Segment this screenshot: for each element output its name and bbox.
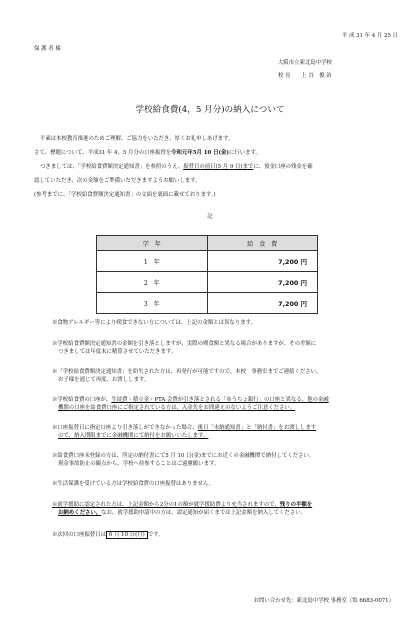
- note-next-withdrawal: ※次回の口座振替日は 6 月 10 日(月) です。: [52, 532, 164, 538]
- note-unregistered: ※給食費口座未登録の方は、所定の納付書にて5 月 10 日(金)までにお近くの金融機関で納付してください。 現金事故防止の観点から、学校へ持参することはご遠慮願います。: [52, 453, 315, 467]
- principal-name: 校 長 上 谷 俊 治: [278, 73, 332, 79]
- deadline-text: 振替日の前日(5 月 9 日)まで: [183, 164, 254, 170]
- grade-cell: 2 年: [97, 272, 208, 293]
- paragraph-greeting: 平素は本校教育推進のためご理解、ご協力をいただき、厚くお礼申しあげます。: [40, 136, 234, 142]
- note-allergy: ※食物アレルギー等により喫食できない方については、上記の金額とは異なります。: [52, 320, 256, 326]
- note-school-aid: ※就学援助に認定された方は、上記金額から2分の1の額が就学援助費より充当されますので、残りの半額を お納めください。なお、就学援助申請中の方は、認定通知が届くまでは上記金額を納入してください。: [52, 502, 313, 516]
- withdrawal-date: 令和元年5月 10 日(金): [171, 150, 229, 156]
- note-failed-withdrawal: ※口座振替日に指定口座より引き落しができなかった場合、後日「未納通知書」と「納付書」をお渡しします ので、納入期限までに金融機関にて納付をお願いいたします。: [52, 425, 317, 439]
- contact-footer: お問い合わせ先：新北島中学校 事務室（℡ 6683-0071）: [253, 598, 394, 604]
- note-account: ※学校給食費の口座が、生徒費・積立金・PTA 会費が引き落とされる「ゆうちょ銀行」の口座と異なる、他の金融 機関の口座を給食費口座にご指定されている方は、入金先をお間違えのないようご注意ください。: [52, 397, 329, 411]
- table-row: [97, 251, 318, 272]
- grade-cell: 1 年: [97, 251, 208, 272]
- table-header-row: [97, 236, 318, 251]
- column-header-grade: 学 年: [97, 236, 208, 251]
- table-row: [97, 293, 318, 314]
- addressee: 保 護 者 様: [34, 46, 61, 52]
- paragraph-request: つきましては、「学校給食費額決定通知書」を参照のうえ、振替日の前日(5 月 9 日)までに、預金口座の残金を確: [40, 164, 313, 170]
- paragraph-request-cont: 認していただき、次の金額をご準備いただきますようお願いします。: [34, 178, 201, 184]
- school-name: 大阪市立新北島中学校: [278, 60, 332, 66]
- page-title: 学校給食費(4，5 月分)の納入について: [135, 105, 285, 115]
- fee-cell: 7,200 円: [207, 293, 318, 314]
- fee-cell: 7,200 円: [207, 272, 318, 293]
- column-header-fee: 給 食 費: [207, 236, 318, 251]
- issue-date: 平 成 31 年 4 月 25 日: [341, 33, 398, 39]
- fee-table: [96, 235, 318, 314]
- paragraph-schedule: さて、標題について、平成31 年 4，5 月分の口座振替を令和元年5月 10 日(金)に行います。: [34, 150, 261, 156]
- ki-heading: 記: [207, 214, 213, 220]
- next-withdrawal-date: 6 月 10 日(月): [106, 531, 148, 539]
- note-adjustment: ※学校給食費額決定通知書の金額を引き落としますが、実際の喫食額と異なる場合がありますが、その差額に つきましては年度末に精算させていただきます。: [52, 341, 317, 355]
- grade-cell: 3 年: [97, 293, 208, 314]
- note-welfare: ※生活保護を受けている方は学校給食費の口座振替はありません。: [52, 481, 215, 487]
- note-reissue: ※「学校給食費額決定通知書」を紛失された方は、再発行が可能ですので、本校 事務室までご連絡ください。 お子様を通じて再度、お渡しします。: [52, 369, 322, 383]
- paragraph-reference: (参考までに、「学校給食費額決定通知書」の文面を裏面に載せております。): [34, 192, 216, 198]
- table-row: [97, 272, 318, 293]
- fee-cell: 7,200 円: [207, 251, 318, 272]
